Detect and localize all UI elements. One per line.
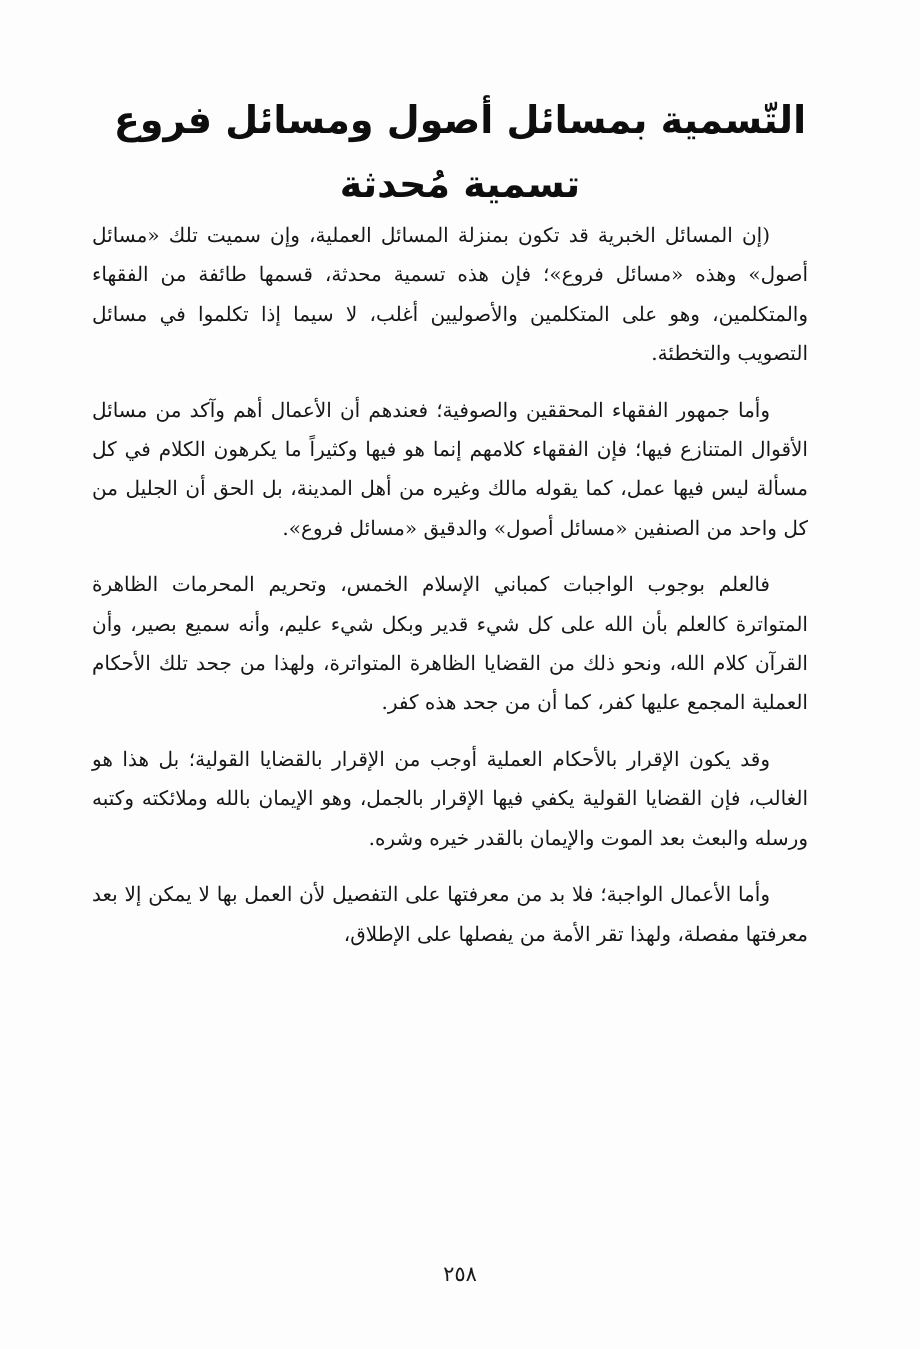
- body-text: [92, 216, 808, 971]
- page-title: التّسمية بمسائل أصول ومسائل فروع تسمية مُحدثة: [113, 98, 807, 206]
- paragraph-3: فالعلم بوجوب الواجبات كمباني الإسلام الخمس، وتحريم المحرمات الظاهرة المتواترة كالعلم بأن الله على كل شيء قدير وبكل شيء عليم، وأنه سميع بصير، وأن القرآن كلام الله، ونحو ذلك من القضايا الظاهرة المتواترة، ولهذا من جحد تلك الأحكام العملية المجمع عليها كفر، كما أن من جحد هذه كفر.: [92, 572, 808, 715]
- page-number: ٢٥٨: [443, 1262, 477, 1286]
- paragraph-2: وأما جمهور الفقهاء المحققين والصوفية؛ فعندهم أن الأعمال أهم وآكد من مسائل الأقوال المتنازع فيها؛ فإن الفقهاء كلامهم إنما هو فيها وكثيراً ما يكرهون الكلام في كل مسألة ليس فيها عمل، كما يقوله مالك وغيره من أهل المدينة، بل الحق أن الجليل من كل واحد من الصنفين «مسائل أصول» والدقيق «مسائل فروع».: [92, 397, 808, 540]
- paragraph-5: وأما الأعمال الواجبة؛ فلا بد من معرفتها على التفصيل لأن العمل بها لا يمكن إلا بعد معرفتها مفصلة، ولهذا تقر الأمة من يفصلها على الإطلاق،: [92, 882, 808, 946]
- paragraph-4: وقد يكون الإقرار بالأحكام العملية أوجب من الإقرار بالقضايا القولية؛ بل هذا هو الغالب، فإن القضايا القولية يكفي فيها الإقرار بالجمل، وهو الإيمان بالله وملائكته وكتبه ورسله والبعث بعد الموت والإيمان بالقدر خيره وشره.: [92, 746, 808, 850]
- paragraph-1: (إن المسائل الخبرية قد تكون بمنزلة المسائل العملية، وإن سميت تلك «مسائل أصول» وهذه «مسائل فروع»؛ فإن هذه تسمية محدثة، قسمها طائفة من الفقهاء والمتكلمين، وهو على المتكلمين والأصوليين أغلب، لا سيما إذا تكلموا في مسائل التصويب والتخطئة.: [92, 223, 808, 366]
